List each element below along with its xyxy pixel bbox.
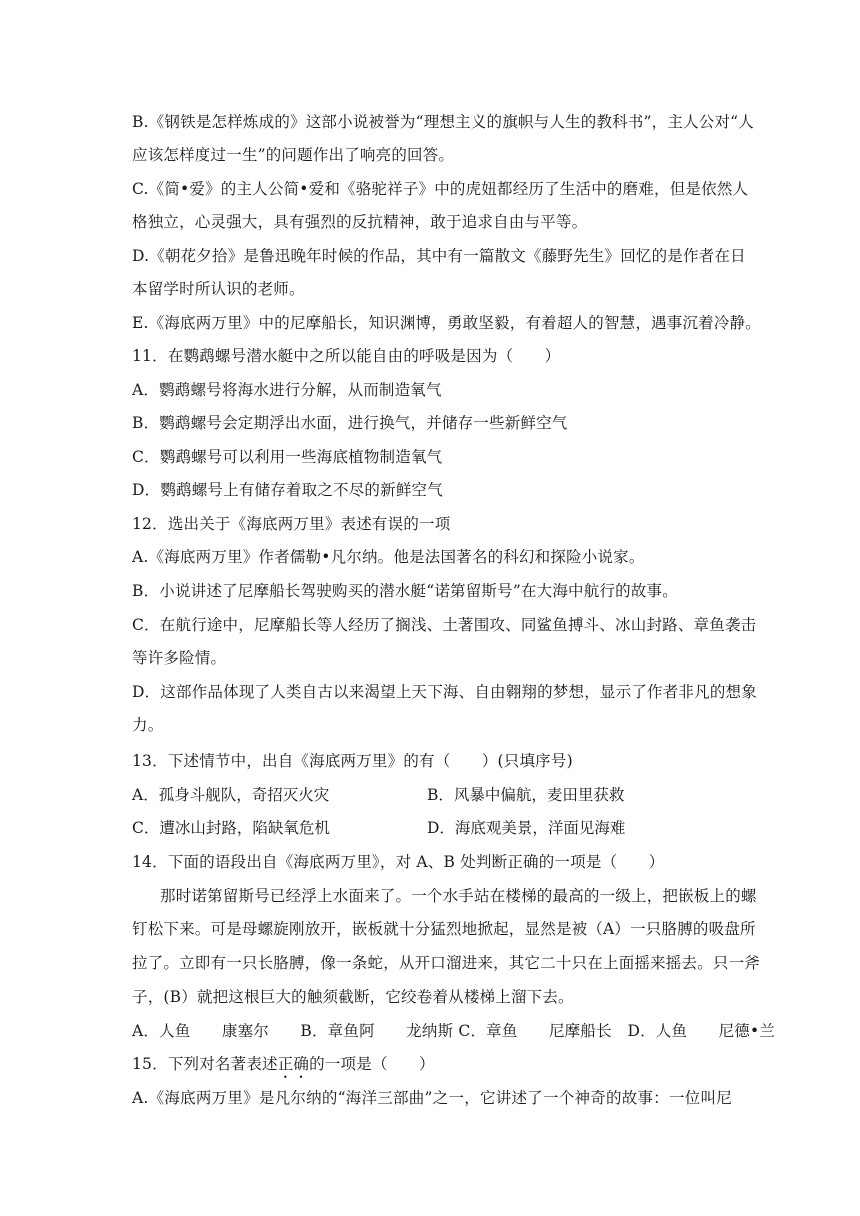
q12-option-c-line-1: C．在航行途中，尼摩船长等人经历了搁浅、土著围攻、同鲨鱼搏斗、冰山封路、章鱼袭击 — [132, 616, 757, 634]
passage-line-2: 钉松下来。可是母螺旋刚放开，嵌板就十分猛烈地掀起，显然是被（A）一只胳膊的吸盘所 — [132, 920, 756, 938]
passage-line-1: 那时诺第留斯号已经浮上水面来了。一个水手站在楼梯的最高的一级上，把嵌板上的螺 — [160, 887, 757, 905]
q13-option-a: A．孤身斗舰队，奇招灭火灾 — [132, 786, 330, 804]
question-13: 13．下述情节中，出自《海底两万里》的有（ ）(只填序号) — [132, 752, 573, 770]
option-d-line-1: D.《朝花夕拾》是鲁迅晚年时候的作品，其中有一篇散文《藤野先生》回忆的是作者在日 — [132, 247, 746, 265]
question-15-suffix: 的一项是（ ） — [309, 1055, 435, 1073]
option-c-line-2: 格独立，心灵强大，具有强烈的反抗精神，敢于追求自由与平等。 — [132, 213, 588, 231]
q11-option-b: B．鹦鹉螺号会定期浮出水面，进行换气，并储存一些新鲜空气 — [132, 414, 568, 432]
q12-option-d-line-2: 力。 — [132, 716, 164, 734]
q13-option-c: C．遭冰山封路，陷缺氧危机 — [132, 819, 330, 837]
question-15-emphasis: 正确 — [277, 1055, 310, 1073]
q12-option-b: B．小说讲述了尼摩船长驾驶购买的潜水艇“诺第留斯号”在大海中航行的故事。 — [132, 582, 678, 600]
question-15 — [132, 1053, 732, 1082]
option-c-line-1: C.《简•爱》的主人公简•爱和《骆驼祥子》中的虎妞都经历了生活中的磨难，但是依然人 — [132, 180, 749, 198]
q13-option-d: D．海底观美景，洋面见海难 — [427, 819, 626, 837]
passage-line-4: 子，(B）就把这根巨大的触须截断，它绞卷着从楼梯上溜下去。 — [132, 988, 574, 1006]
q12-option-a: A.《海底两万里》作者儒勒•凡尔纳。他是法国著名的科幻和探险小说家。 — [132, 548, 645, 566]
question-11: 11．在鹦鹉螺号潜水艇中之所以能自由的呼吸是因为（ ） — [132, 347, 561, 365]
question-12: 12．选出关于《海底两万里》表述有误的一项 — [132, 515, 451, 533]
q14-options: A．人鱼 康塞尔 B．章鱼阿 龙纳斯 C．章鱼 尼摩船长 D．人鱼 尼德•兰 — [132, 1022, 776, 1040]
q11-option-c: C．鹦鹉螺号可以利用一些海底植物制造氧气 — [132, 448, 443, 466]
option-b-line-2: 应该怎样度过一生”的问题作出了响亮的回答。 — [132, 146, 455, 164]
q11-option-a: A．鹦鹉螺号将海水进行分解，从而制造氧气 — [132, 381, 442, 399]
q12-option-d-line-1: D．这部作品体现了人类自古以来渴望上天下海、自由翱翔的梦想，显示了作者非凡的想象 — [132, 683, 757, 701]
q11-option-d: D．鹦鹉螺号上有储存着取之不尽的新鲜空气 — [132, 481, 443, 499]
passage-line-3: 拉了。立即有一只长胳膊，像一条蛇，从开口溜进来，其它二十只在上面摇来摇去。只一斧 — [132, 954, 761, 972]
q15-option-a-line-1: A.《海底两万里》是凡尔纳的“海洋三部曲”之一，它讲述了一个神奇的故事：一位叫尼 — [132, 1089, 732, 1107]
q12-option-c-line-2: 等许多险情。 — [132, 649, 227, 667]
option-e-line: E.《海底两万里》中的尼摩船长，知识渊博，勇敢坚毅，有着超人的智慧，遇事沉着冷静。 — [132, 314, 761, 332]
question-14: 14．下面的语段出自《海底两万里》，对 A、B 处判断正确的一项是（ ） — [132, 853, 665, 871]
option-d-line-2: 本留学时所认识的老师。 — [132, 280, 305, 298]
q13-option-b: B．风暴中偏航，麦田里获救 — [427, 786, 625, 804]
option-b-line-1: B.《钢铁是怎样炼成的》这部小说被誉为“理想主义的旗帜与人生的教科书”，主人公对“人 — [132, 113, 754, 131]
question-15-prefix: 15．下列对名著表述 — [132, 1055, 278, 1073]
